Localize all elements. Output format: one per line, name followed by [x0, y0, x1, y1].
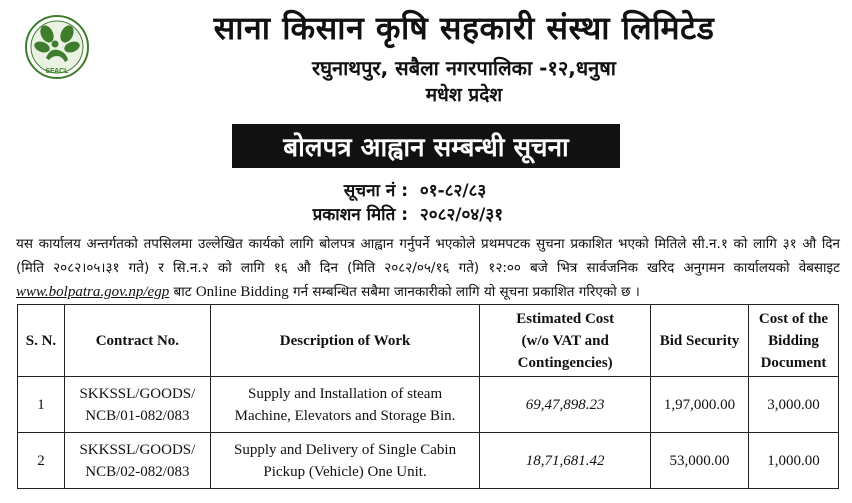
- row-bid-security: 53,000.00: [651, 433, 749, 489]
- publication-date-value: २०८२/०४/३१: [419, 205, 504, 225]
- contract-line-1: SKKSSL/GOODS/: [79, 385, 196, 402]
- row-bid-security: 1,97,000.00: [651, 377, 749, 433]
- row-document-cost: 3,000.00: [749, 377, 839, 433]
- notice-number-value: ०१-८२/८३: [419, 181, 487, 201]
- header-description: Description of Work: [210, 305, 479, 377]
- table-header-row: [18, 305, 839, 377]
- contract-line-1: SKKSSL/GOODS/: [79, 441, 196, 458]
- organization-province: मधेश प्रदेश: [425, 84, 503, 106]
- notice-body-text-2: बाट: [173, 284, 192, 300]
- online-bidding-text: Online Bidding: [195, 284, 289, 300]
- header-sn: S. N.: [18, 305, 65, 377]
- contract-line-2: NCB/01-082/083: [85, 407, 190, 424]
- bid-table: [17, 304, 839, 489]
- header-bid-security: Bid Security: [651, 305, 749, 377]
- header-cost-line-3: Contingencies): [517, 354, 613, 371]
- table-row: [18, 377, 839, 433]
- publication-date-label: प्रकाशन मिति :: [312, 205, 408, 225]
- bolpatra-link[interactable]: www.bolpatra.gov.np/egp: [16, 284, 170, 300]
- notice-number-line: [290, 180, 590, 202]
- logo-text: SFACL: [45, 68, 69, 75]
- row-document-cost: 1,000.00: [749, 433, 839, 489]
- organization-address: रघुनाथपुर, सबैला नगरपालिका -१२,धनुषा: [312, 56, 616, 80]
- organization-logo: [24, 14, 90, 80]
- row-contract-no: [64, 377, 210, 433]
- publication-date-line: [290, 204, 590, 226]
- notice-number-label: सूचना नं :: [343, 181, 408, 201]
- table-row: [18, 433, 839, 489]
- row-sn: 1: [18, 377, 65, 433]
- row-estimated-cost: 18,71,681.42: [480, 433, 651, 489]
- description-line-2: Pickup (Vehicle) One Unit.: [263, 463, 427, 480]
- header-estimated-cost: [480, 305, 651, 377]
- header-cost-line-1: Estimated Cost: [516, 310, 615, 327]
- row-sn: 2: [18, 433, 65, 489]
- header-doc-line-3: Document: [760, 354, 827, 371]
- organization-name: साना किसान कृषि सहकारी संस्था लिमिटेड: [213, 9, 715, 47]
- description-line-1: Supply and Delivery of Single Cabin: [234, 441, 457, 458]
- row-description: [210, 377, 479, 433]
- notice-body-text: यस कार्यालय अन्तर्गतको तपसिलमा उल्लेखित कार्यको लागि बोलपत्र आह्वान गर्नुपर्ने भएकोले प्रथमपटक सुचना प्रकाशित भएको मितिले सी.न.१ को लागि ३१ औ दिन (मिति २०८२।०५।३१ गते) र सि.न.२ को लागि १६ औ दिन (मिति २०८२/०५/१६ गते) १२:०० बजे भित्र सार्वजनिक खरिद अनुगमन कार्यालयको वेबसाइट: [16, 236, 840, 276]
- description-line-1: Supply and Installation of steam: [247, 385, 443, 402]
- row-estimated-cost: 69,47,898.23: [480, 377, 651, 433]
- header-cost-line-2: (w/o VAT and: [521, 332, 609, 349]
- contract-line-2: NCB/02-082/083: [85, 463, 190, 480]
- notice-body-text-3: गर्न सम्बन्धित सबैमा जानकारीको लागि यो सूचना प्रकाशित गरिएको छ ।: [293, 284, 640, 300]
- header-document-cost: [749, 305, 839, 377]
- row-description: [210, 433, 479, 489]
- header-doc-line-1: Cost of the: [758, 310, 829, 327]
- row-contract-no: [64, 433, 210, 489]
- notice-heading: बोलपत्र आह्वान सम्बन्धी सूचना: [232, 124, 620, 168]
- header-doc-line-2: Bidding: [768, 332, 819, 349]
- notice-body: [16, 232, 840, 304]
- description-line-2: Machine, Elevators and Storage Bin.: [234, 407, 456, 424]
- header-contract-no: Contract No.: [64, 305, 210, 377]
